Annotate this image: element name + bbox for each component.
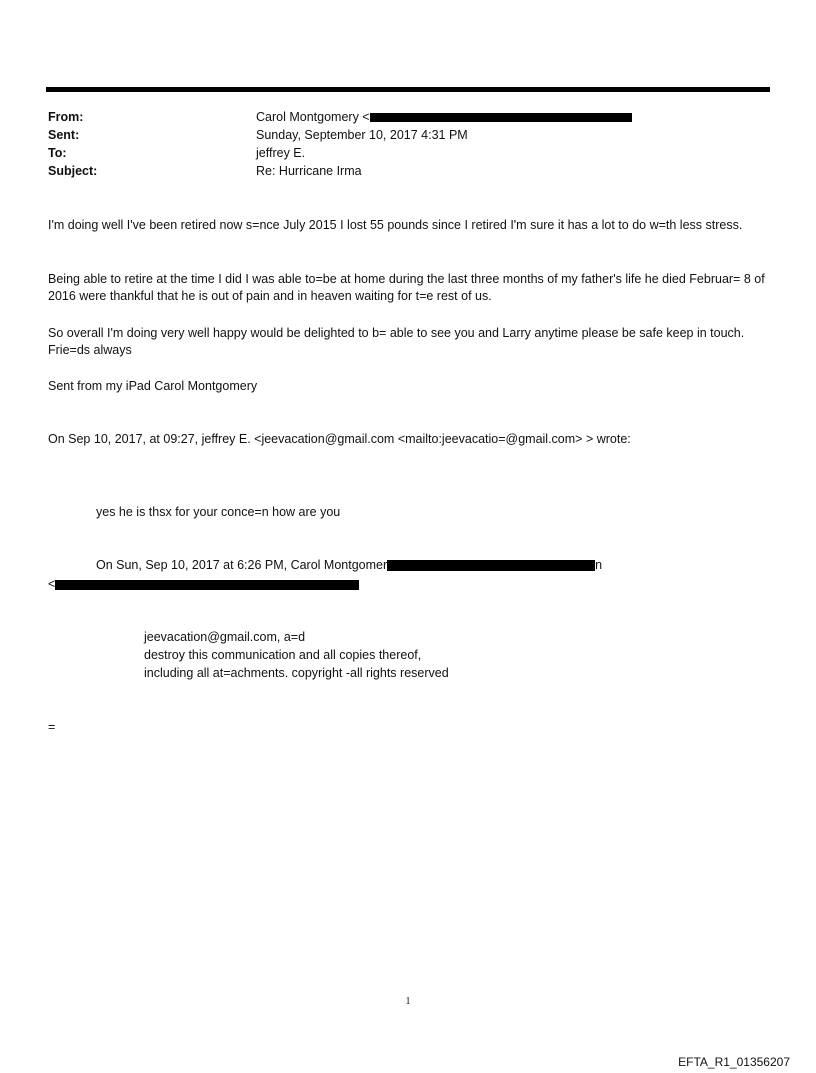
body-paragraph-1: I'm doing well I've been retired now s=nce July 2015 I lost 55 pounds since I retired I'm sure it has a lot to do w=th less stress.	[48, 218, 743, 232]
subject-value: Re: Hurricane Irma	[256, 164, 362, 178]
page-number: 1	[405, 996, 411, 1007]
quote-header: On Sep 10, 2017, at 09:27, jeffrey E. <jeevacation@gmail.com <mailto:jeevacatio=@gmail.com> > wrote:	[48, 432, 631, 446]
redaction-bar	[370, 113, 632, 122]
equals-line: =	[48, 720, 56, 734]
header-rule	[46, 87, 770, 92]
inner-quote-text: On Sun, Sep 10, 2017 at 6:26 PM, Carol Montgomer	[96, 558, 388, 572]
signature-line: Sent from my iPad Carol Montgomery	[48, 379, 258, 393]
from-name: Carol Montgomery <	[256, 110, 370, 124]
inner-quote-line-2	[48, 576, 768, 593]
from-value	[256, 110, 632, 124]
inner-quote-tail: n	[595, 558, 603, 572]
sig-line-3: including all at=achments. copyright -all rights reserved	[144, 666, 449, 680]
sent-label: Sent:	[48, 128, 80, 142]
to-value: jeffrey E.	[256, 146, 306, 160]
document-id: EFTA_R1_01356207	[678, 1055, 790, 1069]
redaction-bar	[387, 560, 595, 571]
to-label: To:	[48, 146, 67, 160]
redaction-bar	[55, 580, 359, 590]
from-label: From:	[48, 110, 84, 124]
quoted-reply: yes he is thsx for your conce=n how are you	[96, 505, 341, 519]
sig-line-2: destroy this communication and all copies thereof,	[144, 648, 422, 662]
body-paragraph-2: Being able to retire at the time I did I was able to=be at home during the last three months of my father's life he died Februar= 8 of 2016 were thankful that he is out of pain and in heaven waiting for t=e rest of us.	[48, 272, 765, 303]
inner-quote-line-2-start: <	[48, 577, 56, 591]
sig-line-1: jeevacation@gmail.com, a=d	[144, 630, 306, 644]
body-paragraph-3: So overall I'm doing very well happy would be delighted to b= able to see you and Larry anytime please be safe keep in touch. Frie=ds always	[48, 326, 745, 357]
subject-label: Subject:	[48, 164, 98, 178]
sent-value: Sunday, September 10, 2017 4:31 PM	[256, 128, 468, 142]
inner-quote-header	[96, 557, 816, 574]
